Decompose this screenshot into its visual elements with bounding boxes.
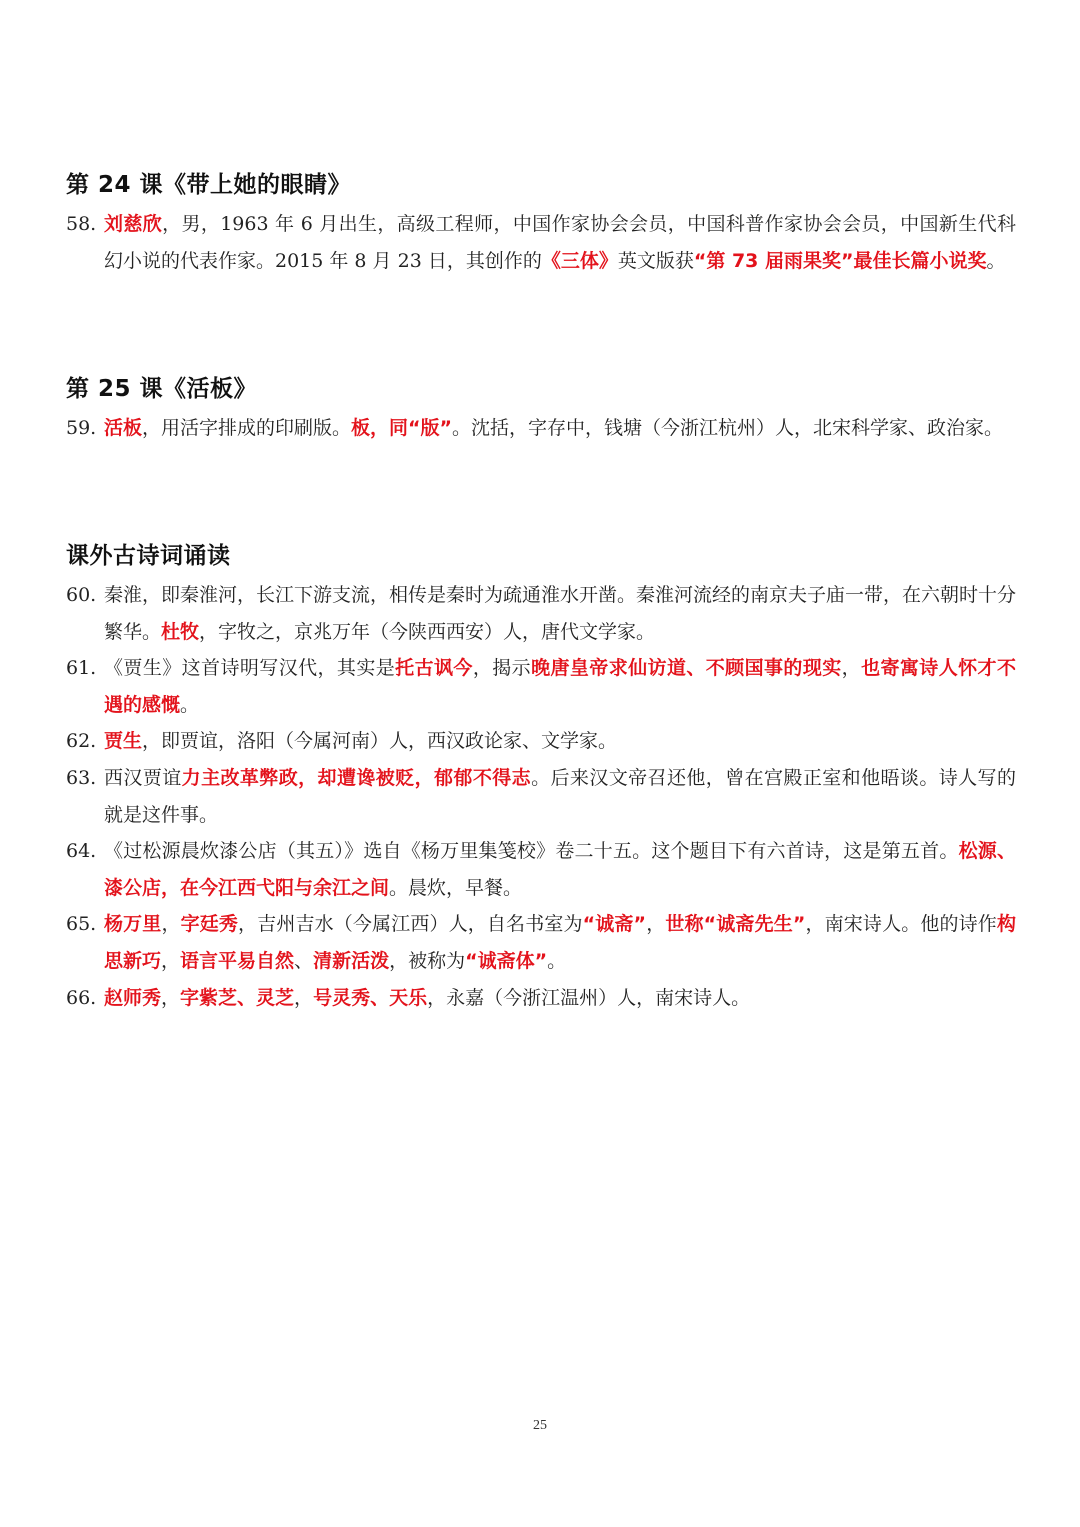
highlighted-text: 杜牧 bbox=[161, 620, 200, 643]
highlighted-text: 杨万里 bbox=[104, 913, 162, 935]
note-item-62 bbox=[66, 723, 1016, 760]
highlighted-text: 清新活泼 bbox=[313, 949, 390, 972]
item-text bbox=[104, 833, 1016, 906]
highlighted-text: “诚斋” bbox=[582, 913, 647, 935]
item-text bbox=[104, 577, 1016, 650]
plain-text: ，永嘉（今浙江温州）人，南宋诗人。 bbox=[427, 987, 751, 1009]
item-number: 66. bbox=[66, 987, 97, 1009]
plain-text: 《贾生》这首诗明写汉代，其实是 bbox=[104, 657, 396, 679]
highlighted-text: 力主改革弊政，却遭谗被贬，郁郁不得志 bbox=[181, 767, 532, 789]
item-number: 62. bbox=[66, 730, 97, 752]
plain-text: 。后来汉文帝召还他，曾在宫殿正室和他晤谈。诗人写的就是这件事。 bbox=[104, 767, 1016, 826]
plain-text: ，男，1963 年 6 月出生，高级工程师，中国作家协会会员，中国科普作家协会会员，中国新生代科幻小说的代表作家。2015 年 8 月 23 日，其创作的 bbox=[104, 213, 1016, 272]
highlighted-text: 活板 bbox=[104, 417, 143, 439]
plain-text: ， bbox=[841, 657, 862, 679]
item-text bbox=[104, 760, 1016, 833]
plain-text: ，南宋诗人。他的诗作 bbox=[805, 913, 997, 935]
plain-text: 秦淮，即秦淮河，长江下游支流，相传是秦时为疏通淮水开凿。秦淮河流经的南京夫子庙一带，在六朝时十分繁华。 bbox=[104, 584, 1017, 643]
item-number: 61. bbox=[66, 657, 97, 679]
item-text bbox=[104, 980, 1016, 1017]
item-text bbox=[104, 723, 1016, 760]
highlighted-text: 赵师秀 bbox=[104, 987, 162, 1009]
section-heading-extracurricular-poetry: 课外古诗词诵读 bbox=[66, 543, 231, 569]
highlighted-text: 构思新巧 bbox=[104, 913, 1016, 972]
highlighted-text: 世称“诚斋先生” bbox=[665, 913, 806, 935]
plain-text: 英文版获 bbox=[617, 249, 694, 272]
highlighted-text: 松源、漆公店，在今江西弋阳与余江之间 bbox=[104, 840, 1016, 899]
note-item-59 bbox=[66, 410, 1016, 447]
item-number: 58. bbox=[66, 213, 97, 235]
plain-text: ，用活字排成的印刷版。 bbox=[142, 417, 352, 439]
note-item-66 bbox=[66, 980, 1016, 1017]
plain-text: 。 bbox=[180, 693, 200, 716]
page-number: 25 bbox=[533, 1418, 547, 1433]
plain-text: ，字牧之，京兆万年（今陕西西安）人，唐代文学家。 bbox=[199, 620, 656, 643]
highlighted-text: 语言平易自然 bbox=[180, 949, 295, 972]
plain-text: ， bbox=[161, 949, 181, 972]
item-text bbox=[104, 650, 1016, 723]
highlighted-text: “诚斋体” bbox=[465, 949, 548, 972]
note-item-58 bbox=[66, 206, 1016, 279]
plain-text: ， bbox=[161, 987, 181, 1009]
highlighted-text: 也寄寓诗人怀才不遇的感慨 bbox=[104, 657, 1016, 716]
plain-text: ，即贾谊，洛阳（今属河南）人，西汉政论家、文学家。 bbox=[142, 730, 618, 752]
note-item-63 bbox=[66, 760, 1016, 833]
plain-text: 。 bbox=[986, 249, 1006, 272]
note-item-61 bbox=[66, 650, 1016, 723]
highlighted-text: 托古讽今 bbox=[395, 657, 473, 679]
highlighted-text: “第 73 届雨果奖”最佳长篇小说奖 bbox=[693, 249, 987, 272]
plain-text: ，揭示 bbox=[472, 657, 532, 679]
item-number: 60. bbox=[66, 584, 97, 606]
highlighted-text: 号灵秀、天乐 bbox=[313, 987, 428, 1009]
highlighted-text: 晚唐皇帝求仙访道、不顾国事的现实 bbox=[531, 657, 842, 679]
plain-text: 西汉贾谊 bbox=[104, 767, 182, 789]
note-item-60 bbox=[66, 577, 1016, 650]
plain-text: 《过松源晨炊漆公店（其五）》选自《杨万里集笺校》卷二十五。这个题目下有六首诗，这是第五首。 bbox=[104, 840, 959, 862]
plain-text: ， bbox=[646, 913, 666, 935]
item-number: 64. bbox=[66, 840, 97, 862]
section-heading-lesson-24: 第 24 课《带上她的眼睛》 bbox=[66, 172, 352, 198]
note-item-65 bbox=[66, 906, 1016, 979]
item-text bbox=[104, 410, 1016, 447]
plain-text: 。沈括，字存中，钱塘（今浙江杭州）人，北宋科学家、政治家。 bbox=[452, 417, 1004, 439]
item-text bbox=[104, 906, 1016, 979]
item-number: 59. bbox=[66, 417, 97, 439]
item-number: 65. bbox=[66, 913, 97, 935]
plain-text: ， bbox=[161, 913, 181, 935]
plain-text: 、 bbox=[294, 949, 314, 972]
item-number: 63. bbox=[66, 767, 97, 789]
highlighted-text: 板，同“版” bbox=[351, 417, 453, 439]
highlighted-text: 字廷秀 bbox=[180, 913, 239, 935]
plain-text: ，被称为 bbox=[389, 949, 466, 972]
plain-text: 。 bbox=[547, 949, 567, 972]
plain-text: ，吉州吉水（今属江西）人，自名书室为 bbox=[238, 913, 583, 935]
item-text bbox=[104, 206, 1016, 279]
note-item-64 bbox=[66, 833, 1016, 906]
highlighted-text: 字紫芝、灵芝 bbox=[180, 987, 295, 1009]
section-heading-lesson-25: 第 25 课《活板》 bbox=[66, 376, 258, 402]
highlighted-text: 贾生 bbox=[104, 730, 143, 752]
highlighted-text: 《三体》 bbox=[541, 249, 618, 272]
plain-text: 。晨炊，早餐。 bbox=[389, 876, 523, 899]
highlighted-text: 刘慈欣 bbox=[104, 213, 163, 235]
plain-text: ， bbox=[294, 987, 314, 1009]
